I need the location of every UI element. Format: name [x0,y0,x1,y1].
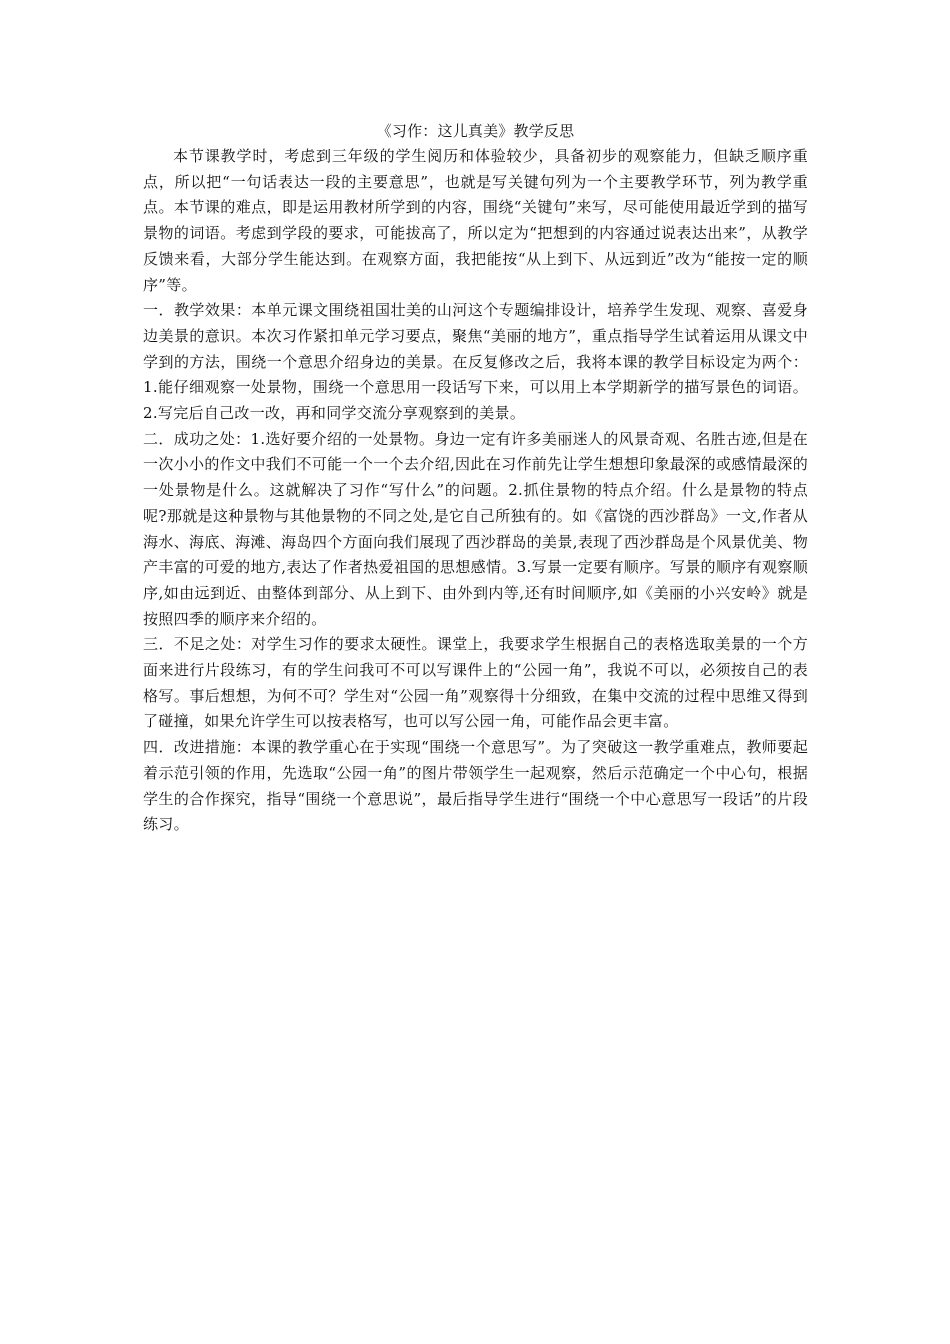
section-shortcomings: 三．不足之处：对学生习作的要求太硬性。课堂上，我要求学生根据自己的表格选取美景的一个方面来进行片段练习，有的学生问我可不可以写课件上的“公园一角”，我说不可以，必须按自己的表格写。事后想想，为何不可？学生对“公园一角”观察得十分细致，在集中交流的过程中思维又得到了碰撞，如果允许学生可以按表格写，也可以写公园一角，可能作品会更丰富。 [143,635,808,731]
section-successes: 二．成功之处：1.选好要介绍的一处景物。身边一定有许多美丽迷人的风景奇观、名胜古迹,但是在一次小小的作文中我们不可能一个一个去介绍,因此在习作前先让学生想想印象最深的或感情最深的一处景物是什么。这就解决了习作“写什么”的问题。2.抓住景物的特点介绍。什么是景物的特点呢?那就是这种景物与其他景物的不同之处,是它自己所独有的。如《富饶的西沙群岛》一文,作者从海水、海底、海滩、海岛四个方面向我们展现了西沙群岛的美景,表现了西沙群岛是个风景优美、物产丰富的可爱的地方,表达了作者热爱祖国的思想感情。3.写景一定要有顺序。写景的顺序有观察顺序,如由远到近、由整体到部分、从上到下、由外到内等,还有时间顺序,如《美丽的小兴安岭》就是按照四季的顺序来介绍的。 [143,429,808,628]
section-improvements: 四．改进措施：本课的教学重心在于实现“围绕一个意思写”。为了突破这一教学重难点，教师要起着示范引领的作用，先选取“公园一角”的图片带领学生一起观察，然后示范确定一个中心句，根据学生的合作探究，指导“围绕一个意思说”，最后指导学生进行“围绕一个中心意思写一段话”的片段练习。 [143,738,808,834]
document-title: 《习作：这儿真美》教学反思 [376,122,575,140]
document-body [143,118,808,838]
intro-paragraph: 本节课教学时，考虑到三年级的学生阅历和体验较少，具备初步的观察能力，但缺乏顺序重点，所以把“一句话表达一段的主要意思”，也就是写关键句列为一个主要教学环节，列为教学重点。本节课的难点，即是运用教材所学到的内容，围绕“关键句”来写，尽可能使用最近学到的描写景物的词语。考虑到学段的要求，可能拔高了，所以定为“把想到的内容通过说表达出来”，从教学反馈来看，大部分学生能达到。在观察方面，我把能按“从上到下、从远到近”改为“能按一定的顺序”等。 [143,147,808,294]
section-teaching-effect: 一．教学效果：本单元课文围绕祖国壮美的山河这个专题编排设计，培养学生发现、观察、喜爱身边美景的意识。本次习作紧扣单元学习要点，聚焦“美丽的地方”，重点指导学生试着运用从课文中学到的方法，围绕一个意思介绍身边的美景。在反复修改之后，我将本课的教学目标设定为两个：1.能仔细观察一处景物，围绕一个意思用一段话写下来，可以用上本学期新学的描写景色的词语。2.写完后自己改一改，再和同学交流分享观察到的美景。 [143,301,808,423]
